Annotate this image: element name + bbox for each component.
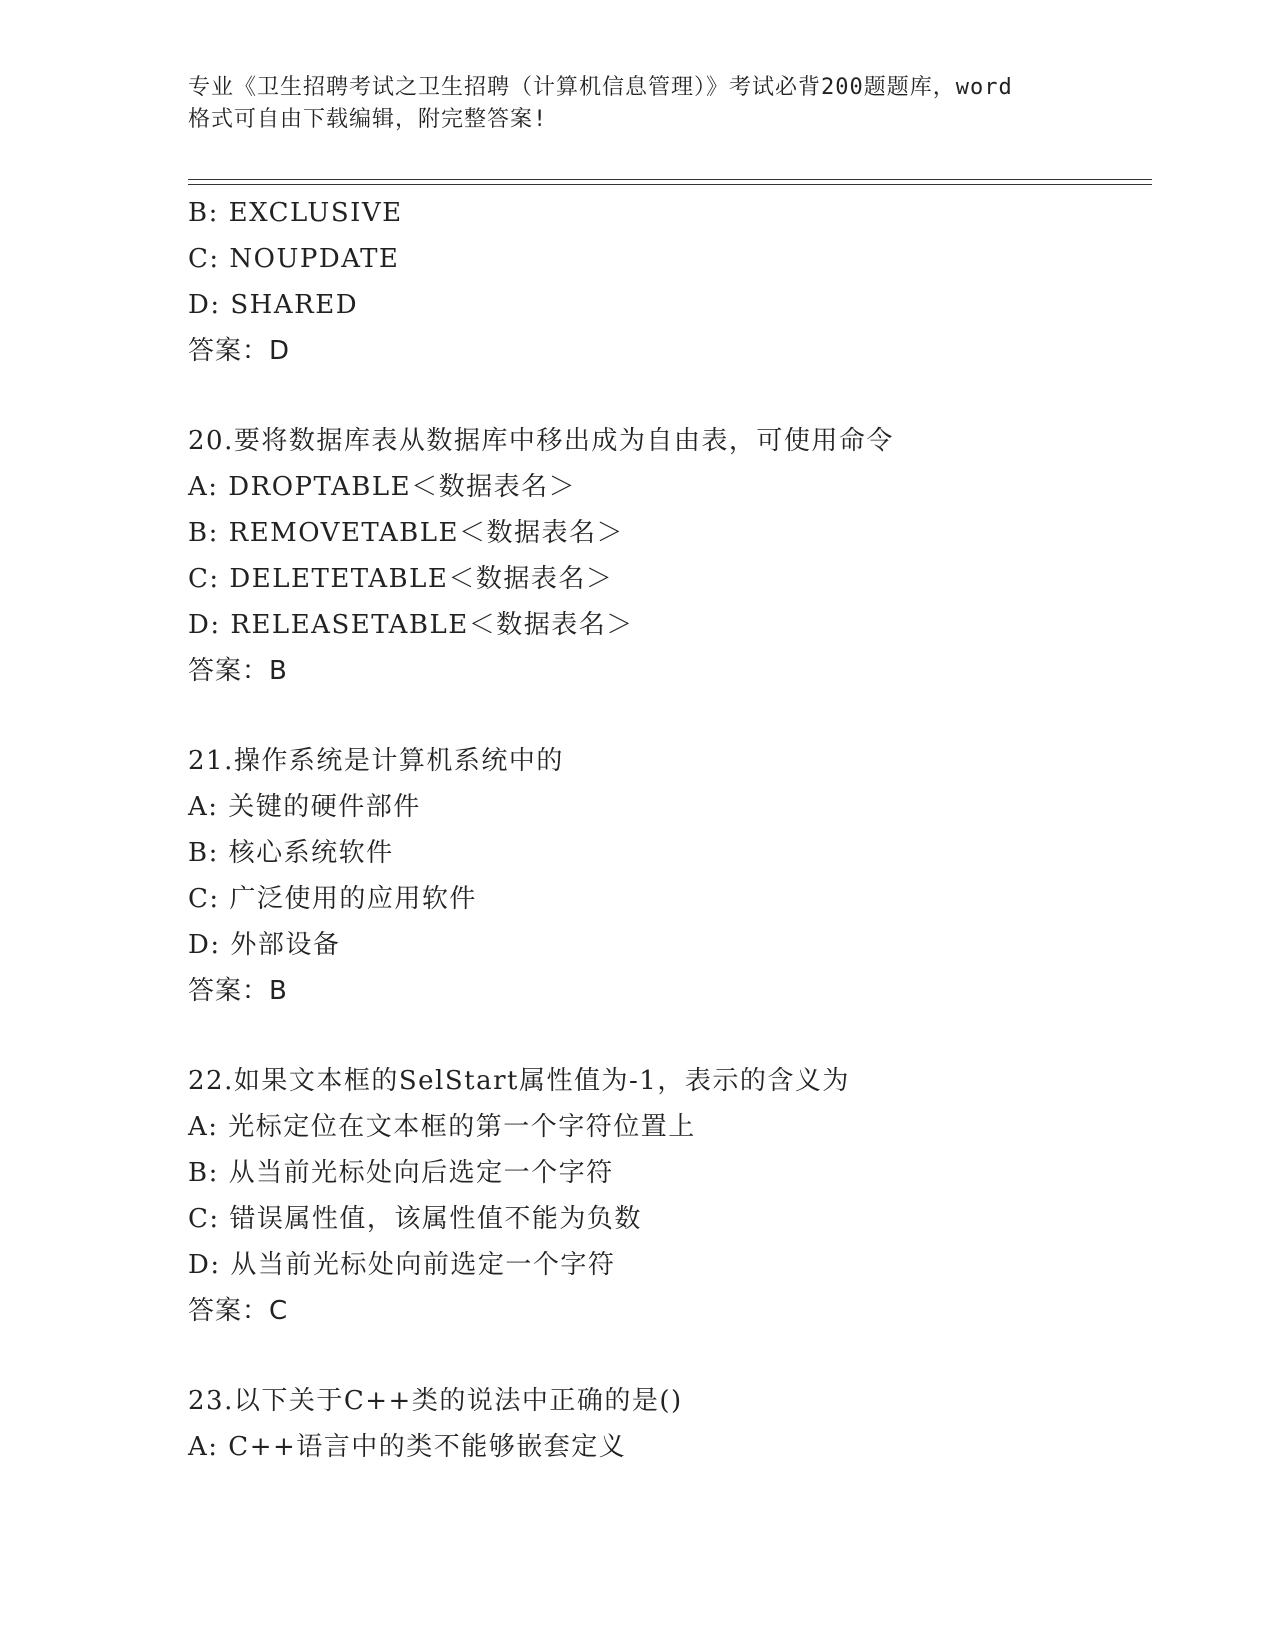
option-a: A: 光标定位在文本框的第一个字符位置上	[188, 1112, 696, 1142]
header-line-1: 专业《卫生招聘考试之卫生招聘（计算机信息管理）》考试必背200题题库，word	[188, 75, 1013, 100]
question-list	[188, 190, 1148, 1470]
header-line-2: 格式可自由下载编辑，附完整答案!	[188, 107, 548, 132]
question-20	[188, 418, 1148, 694]
option-a: A: 关键的硬件部件	[188, 792, 421, 822]
question-stem: 23.以下关于C++类的说法中正确的是()	[188, 1386, 683, 1416]
header-divider-top	[188, 179, 1152, 180]
option-c: C: NOUPDATE	[188, 244, 400, 274]
question-21	[188, 738, 1148, 1014]
question-22	[188, 1058, 1148, 1334]
question-stem: 21.操作系统是计算机系统中的	[188, 746, 564, 776]
option-b: B: 从当前光标处向后选定一个字符	[188, 1158, 614, 1188]
answer-line: 答案：B	[188, 976, 288, 1006]
option-d: D: SHARED	[188, 290, 359, 320]
question-stem: 22.如果文本框的SelStart属性值为-1，表示的含义为	[188, 1066, 850, 1096]
document-header	[188, 72, 1088, 136]
answer-line: 答案：D	[188, 336, 291, 366]
question-23	[188, 1378, 1148, 1470]
option-b: B: REMOVETABLE＜数据表名＞	[188, 518, 624, 548]
option-d: D: 外部设备	[188, 930, 341, 960]
answer-line: 答案：C	[188, 1296, 289, 1326]
question-continued	[188, 190, 1148, 374]
option-c: C: 错误属性值，该属性值不能为负数	[188, 1204, 642, 1234]
option-b: B: EXCLUSIVE	[188, 198, 403, 228]
option-c: C: 广泛使用的应用软件	[188, 884, 477, 914]
answer-line: 答案：B	[188, 656, 288, 686]
option-d: D: RELEASETABLE＜数据表名＞	[188, 610, 634, 640]
question-stem: 20.要将数据库表从数据库中移出成为自由表，可使用命令	[188, 426, 894, 456]
option-c: C: DELETETABLE＜数据表名＞	[188, 564, 614, 594]
option-a: A: DROPTABLE＜数据表名＞	[188, 472, 577, 502]
header-divider-bottom	[188, 184, 1152, 185]
option-d: D: 从当前光标处向前选定一个字符	[188, 1250, 616, 1280]
option-b: B: 核心系统软件	[188, 838, 394, 868]
option-a: A: C++语言中的类不能够嵌套定义	[188, 1432, 627, 1462]
